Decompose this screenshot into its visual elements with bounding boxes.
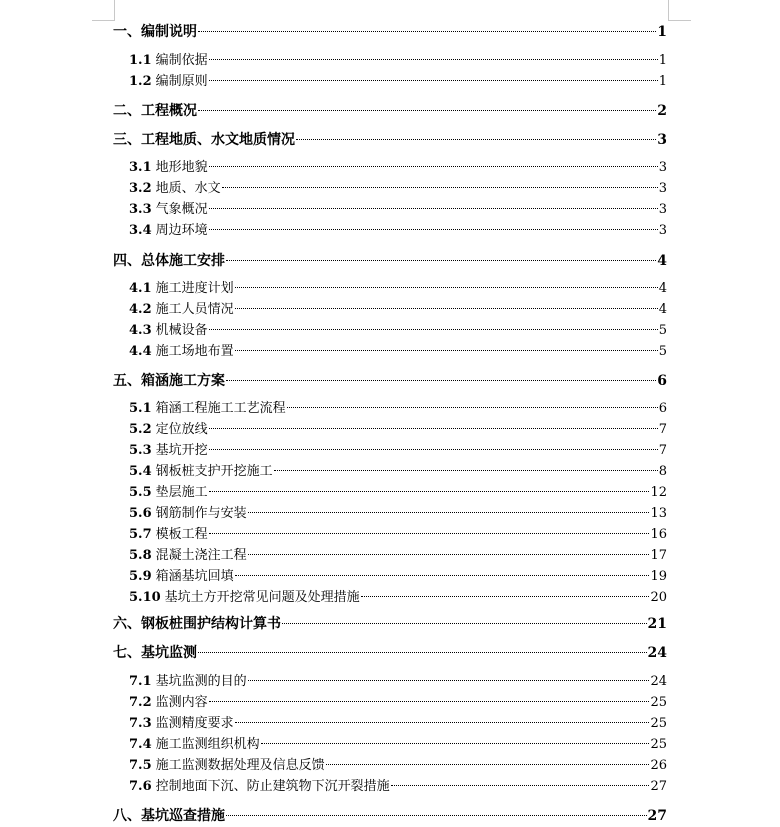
toc-dot-leader [248,680,650,681]
toc-dot-leader [209,208,658,209]
toc-page-number: 12 [650,485,667,500]
toc-page-number: 17 [650,548,667,563]
toc-entry-title: 地形地貌 [155,160,208,175]
toc-dot-leader [391,785,650,786]
toc-entry-number: 六、 [113,616,141,632]
toc-entry-title: 基坑巡查措施 [141,808,225,824]
page-corner-mark-top-left [92,0,115,21]
toc-entry-title: 施工监测组织机构 [155,737,260,752]
toc-entry-number: 4.1 [129,281,152,296]
toc-page-number: 2 [657,103,667,119]
toc-entry-chapter[interactable] [113,130,667,150]
toc-entry-number: 5.1 [129,401,152,416]
toc-dot-leader [198,110,656,111]
toc-entry-title: 定位放线 [155,422,208,437]
toc-dot-leader [209,229,658,230]
toc-entry-section[interactable] [129,588,667,608]
toc-entry-title: 地质、水文 [155,181,221,196]
toc-entry-number: 七、 [113,645,141,661]
toc-entry-number: 4.2 [129,302,152,317]
toc-page-number: 16 [650,527,667,542]
toc-entry-title: 总体施工安排 [141,253,225,269]
toc-entry-number: 3.4 [129,223,152,238]
toc-dot-leader [235,287,658,288]
toc-entry-section[interactable] [129,221,667,241]
toc-entry-number: 1.2 [129,74,152,89]
toc-entry-number: 7.2 [129,695,152,710]
toc-entry-section[interactable] [129,420,667,440]
toc-dot-leader [222,187,658,188]
toc-entry-chapter[interactable] [113,371,667,391]
toc-page-number: 3 [657,132,667,148]
toc-page-number: 21 [647,616,667,632]
toc-entry-number: 二、 [113,103,141,119]
toc-dot-leader [235,575,650,576]
toc-dot-leader [226,260,656,261]
toc-entry-title: 施工进度计划 [155,281,234,296]
toc-dot-leader [235,722,650,723]
toc-page-number: 25 [650,716,667,731]
toc-dot-leader [209,491,650,492]
toc-entry-section[interactable] [129,735,667,755]
toc-entry-number: 3.1 [129,160,152,175]
toc-entry-number: 四、 [113,253,141,269]
toc-dot-leader [198,31,656,32]
toc-entry-title: 混凝土浇注工程 [155,548,247,563]
toc-entry-title: 钢筋制作与安装 [155,506,247,521]
toc-entry-title: 钢板桩围护结构计算书 [141,616,281,632]
toc-dot-leader [326,764,650,765]
toc-page-number: 27 [650,779,667,794]
toc-entry-title: 施工场地布置 [155,344,234,359]
toc-dot-leader [235,308,658,309]
toc-entry-section[interactable] [129,483,667,503]
toc-entry-title: 监测内容 [155,695,208,710]
toc-entry-title: 施工人员情况 [155,302,234,317]
toc-entry-section[interactable] [129,279,667,299]
toc-entry-section[interactable] [129,672,667,692]
toc-entry-section[interactable] [129,567,667,587]
toc-entry-title: 编制说明 [141,24,197,40]
toc-page-number: 13 [650,506,667,521]
toc-entry-number: 5.3 [129,443,152,458]
toc-page-number: 24 [650,674,667,689]
toc-entry-section[interactable] [129,777,667,797]
toc-page-number: 5 [658,323,667,338]
toc-entry-number: 5.9 [129,569,152,584]
toc-dot-leader [209,428,658,429]
toc-dot-leader [209,701,650,702]
toc-entry-title: 周边环境 [155,223,208,238]
toc-entry-title: 施工监测数据处理及信息反馈 [155,758,325,773]
toc-entry-number: 4.3 [129,323,152,338]
toc-entry-title: 编制原则 [155,74,208,89]
toc-entry-number: 7.3 [129,716,152,731]
toc-entry-number: 5.6 [129,506,152,521]
toc-page-number: 7 [658,422,667,437]
toc-entry-number: 5.7 [129,527,152,542]
toc-entry-section[interactable] [129,158,667,178]
toc-entry-title: 箱涵工程施工工艺流程 [155,401,286,416]
toc-entry-number: 7.4 [129,737,152,752]
toc-page-number: 4 [658,302,667,317]
toc-entry-section[interactable] [129,504,667,524]
toc-entry-number: 5.2 [129,422,152,437]
toc-page-number: 19 [650,569,667,584]
toc-entry-number: 4.4 [129,344,152,359]
toc-dot-leader [361,596,650,597]
toc-page-number: 27 [647,808,667,824]
toc-entry-title: 工程概况 [141,103,197,119]
toc-dot-leader [235,350,658,351]
toc-entry-section[interactable] [129,441,667,461]
toc-dot-leader [209,80,658,81]
toc-entry-title: 模板工程 [155,527,208,542]
toc-entry-title: 基坑监测的目的 [155,674,247,689]
toc-page-number: 8 [658,464,667,479]
toc-page-number: 3 [658,202,667,217]
page-corner-mark-top-right [668,0,691,21]
toc-page-number: 4 [657,253,667,269]
toc-entry-section[interactable] [129,179,667,199]
toc-entry-section[interactable] [129,756,667,776]
toc-entry-number: 1.1 [129,53,152,68]
toc-entry-section[interactable] [129,342,667,362]
toc-entry-number: 7.1 [129,674,152,689]
toc-entry-title: 钢板桩支护开挖施工 [155,464,273,479]
toc-entry-chapter[interactable] [113,614,667,634]
toc-entry-title: 控制地面下沉、防止建筑物下沉开裂措施 [155,779,390,794]
toc-entry-section[interactable] [129,714,667,734]
toc-entry-number: 5.8 [129,548,152,563]
toc-dot-leader [296,139,656,140]
toc-entry-chapter[interactable] [113,806,667,826]
toc-entry-title: 箱涵基坑回填 [155,569,234,584]
toc-entry-title: 工程地质、水文地质情况 [141,132,295,148]
toc-entry-title: 气象概况 [155,202,208,217]
toc-entry-title: 编制依据 [155,53,208,68]
toc-entry-number: 三、 [113,132,141,148]
toc-entry-number: 5.4 [129,464,152,479]
toc-dot-leader [209,449,658,450]
toc-page-number: 3 [658,223,667,238]
toc-dot-leader [209,59,658,60]
toc-entry-title: 垫层施工 [155,485,208,500]
toc-entry-title: 基坑监测 [141,645,197,661]
toc-page-number: 1 [657,24,667,40]
toc-entry-chapter[interactable] [113,251,667,271]
toc-dot-leader [209,329,658,330]
toc-entry-title: 基坑土方开挖常见问题及处理措施 [164,590,360,605]
toc-dot-leader [248,512,650,513]
toc-page-number: 3 [658,160,667,175]
toc-entry-title: 监测精度要求 [155,716,234,731]
toc-entry-chapter[interactable] [113,101,667,121]
toc-dot-leader [209,166,658,167]
toc-entry-number: 5.10 [129,590,161,605]
toc-dot-leader [274,470,658,471]
toc-entry-number: 3.2 [129,181,152,196]
toc-page-number: 26 [650,758,667,773]
toc-page-number: 1 [658,53,667,68]
toc-entry-section[interactable] [129,321,667,341]
toc-entry-section[interactable] [129,546,667,566]
toc-entry-number: 五、 [113,373,141,389]
toc-dot-leader [287,407,658,408]
toc-page-number: 4 [658,281,667,296]
toc-page-number: 6 [658,401,667,416]
toc-entry-title: 机械设备 [155,323,208,338]
toc-entry-section[interactable] [129,300,667,320]
toc-page-number: 6 [657,373,667,389]
toc-entry-number: 3.3 [129,202,152,217]
toc-entry-section[interactable] [129,51,667,71]
toc-entry-section[interactable] [129,72,667,92]
toc-page-number: 7 [658,443,667,458]
toc-entry-number: 一、 [113,24,141,40]
toc-entry-section[interactable] [129,525,667,545]
toc-page-number: 1 [658,74,667,89]
toc-dot-leader [261,743,650,744]
toc-dot-leader [198,652,647,653]
toc-page-number: 5 [658,344,667,359]
toc-entry-section[interactable] [129,399,667,419]
toc-entry-number: 八、 [113,808,141,824]
toc-dot-leader [226,380,656,381]
toc-entry-chapter[interactable] [113,643,667,663]
toc-page-number: 24 [647,645,667,661]
toc-entry-section[interactable] [129,200,667,220]
toc-entry-title: 基坑开挖 [155,443,208,458]
toc-page-number: 3 [658,181,667,196]
toc-entry-number: 7.6 [129,779,152,794]
toc-entry-number: 7.5 [129,758,152,773]
toc-entry-chapter[interactable] [113,22,667,42]
toc-entry-number: 5.5 [129,485,152,500]
toc-dot-leader [209,533,650,534]
toc-dot-leader [248,554,650,555]
toc-page-number: 25 [650,737,667,752]
toc-dot-leader [282,623,647,624]
toc-entry-section[interactable] [129,462,667,482]
toc-page-number: 20 [650,590,667,605]
toc-page-number: 25 [650,695,667,710]
toc-entry-section[interactable] [129,693,667,713]
toc-entry-title: 箱涵施工方案 [141,373,225,389]
toc-dot-leader [226,815,647,816]
